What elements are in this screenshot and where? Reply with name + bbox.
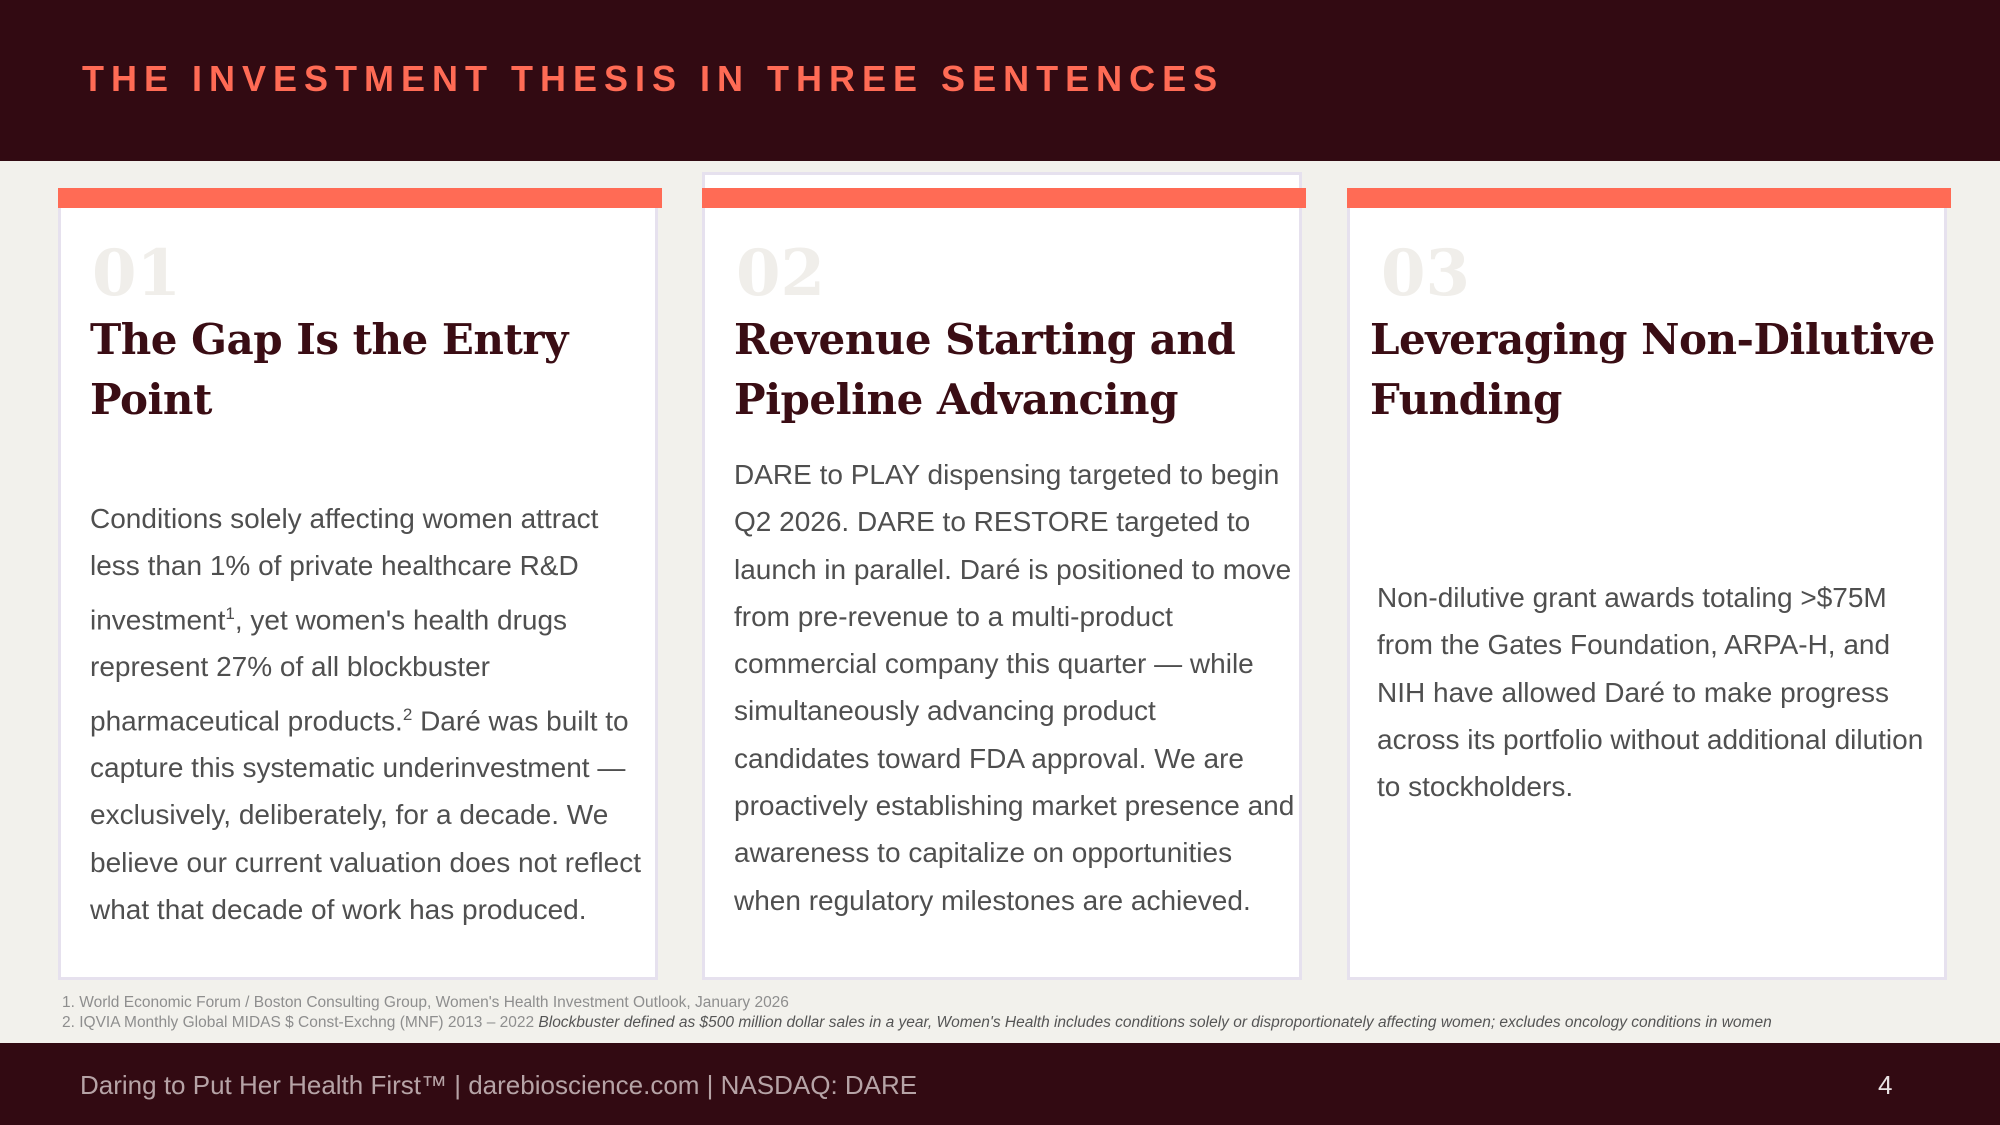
footnote-2 xyxy=(62,1013,1772,1033)
card-title-line: Leveraging Non-Dilutive xyxy=(1370,315,1935,364)
body-text: Daré was built to capture this systematic underinvestment — exclusively, deliberately, for a decade. We believe our current valuation does not reflect what that decade of work has produced. xyxy=(90,704,641,926)
card-title-line: Pipeline Advancing xyxy=(734,375,1178,424)
card-title xyxy=(734,310,1294,430)
body-text: Conditions solely affecting women attract less than 1% of private healthcare R&D investment xyxy=(90,503,599,635)
card-number: 03 xyxy=(1381,236,1471,311)
card-title-line: Funding xyxy=(1370,375,1562,424)
card-title-line: The Gap Is the Entry xyxy=(90,315,568,364)
card-title xyxy=(90,310,650,430)
footnote-2-source: 2. IQVIA Monthly Global MIDAS $ Const-Exchng (MNF) 2013 – 2022 xyxy=(62,1014,539,1031)
card-number: 02 xyxy=(736,236,826,311)
card-body xyxy=(90,495,650,933)
card-body: Non-dilutive grant awards totaling >$75M from the Gates Foundation, ARPA-H, and NIH have allowed Daré to make progress across its portfolio without additional dilution to stockholders. xyxy=(1377,582,1924,803)
card-body: DARE to PLAY dispensing targeted to begin Q2 2026. DARE to RESTORE targeted to launch in parallel. Daré is positioned to move from pre-revenue to a multi-product commercial company this quarter — while simultaneously advancing product candidates toward FDA approval. We are proactively establishing market presence and awareness to capitalize on opportunities when regulatory milestones are achieved. xyxy=(734,459,1295,916)
footnote-ref: 1 xyxy=(225,603,235,623)
card-accent-bar xyxy=(58,188,662,208)
body-text: , yet women's health drugs represent 27% of all blockbuster pharmaceutical products. xyxy=(90,603,568,736)
footer-tagline: Daring to Put Her Health First™ | darebioscience.com | NASDAQ: DARE xyxy=(80,1070,918,1100)
card-accent-bar xyxy=(702,188,1306,208)
footnotes xyxy=(62,993,1772,1033)
footnote-1: 1. World Economic Forum / Boston Consulting Group, Women's Health Investment Outlook, January 2026 xyxy=(62,994,789,1011)
card-accent-bar xyxy=(1347,188,1951,208)
footnote-ref: 2 xyxy=(402,704,413,724)
card-number: 01 xyxy=(92,236,182,311)
page-number: 4 xyxy=(1878,1070,1893,1100)
page-title: THE INVESTMENT THESIS IN THREE SENTENCES xyxy=(82,58,1225,99)
card-title-line: Point xyxy=(90,375,212,424)
card-title xyxy=(1370,310,1960,430)
card-title-line: Revenue Starting and xyxy=(734,315,1236,364)
footnote-2-definition: Blockbuster defined as $500 million dollar sales in a year, Women's Health includes conditions solely or disproportionately affecting women; excludes oncology conditions in women xyxy=(538,1014,1772,1031)
